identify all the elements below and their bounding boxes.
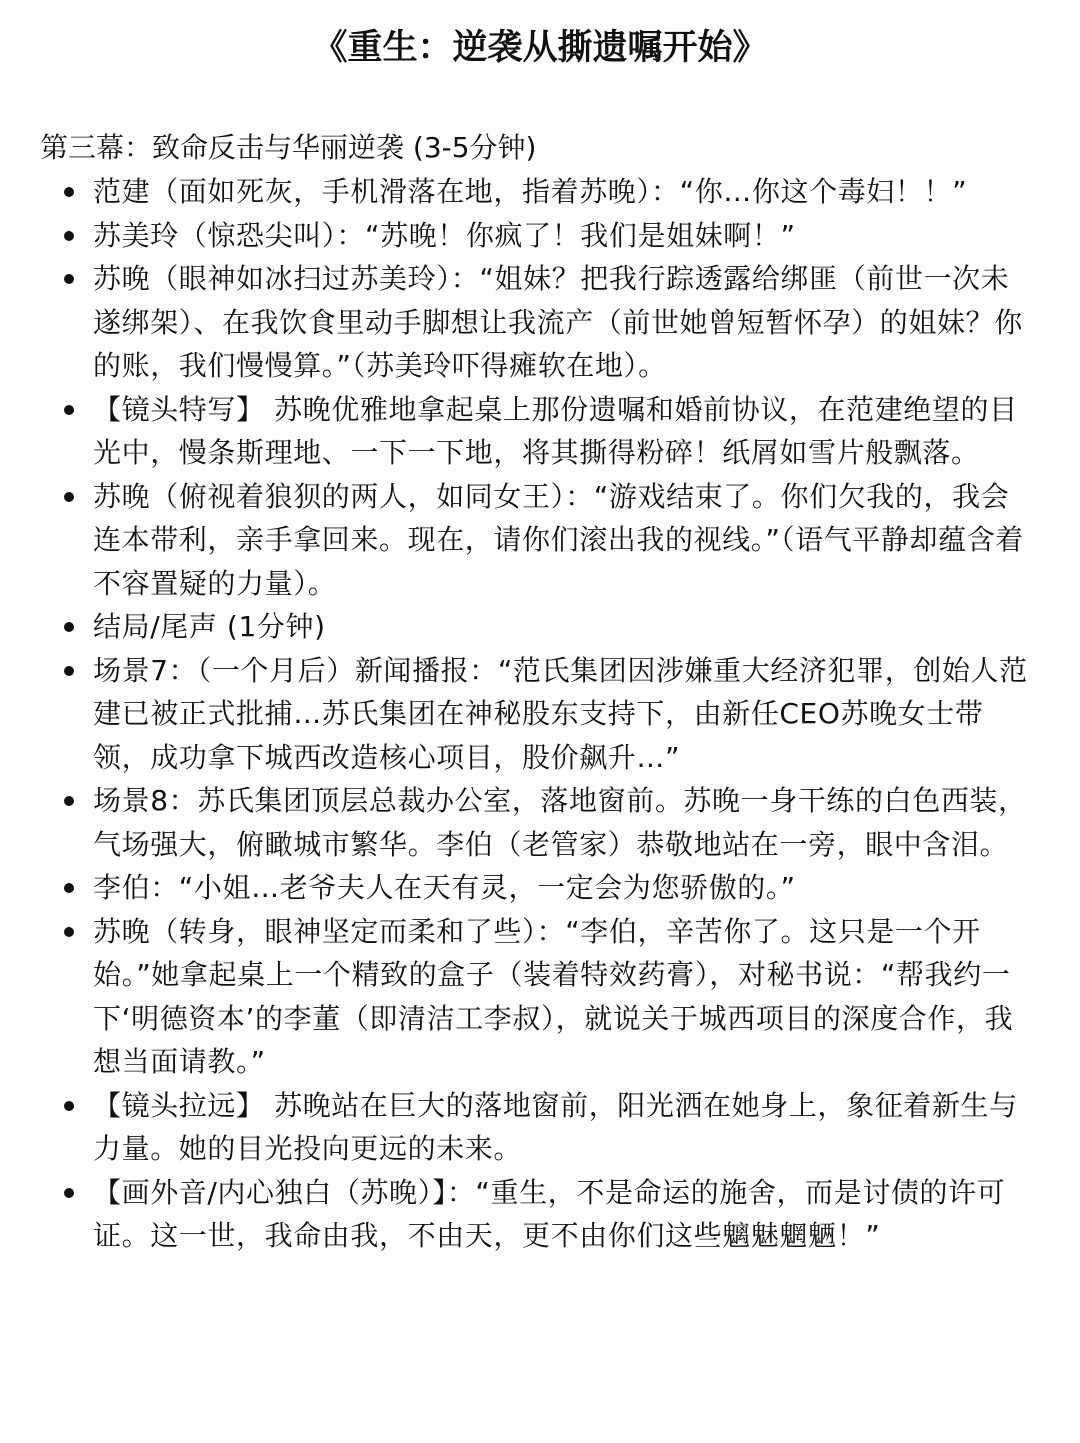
list-item-text: 范建（面如死灰，手机滑落在地，指着苏晚）：“你…你这个毒妇！！” <box>93 175 968 208</box>
list-item <box>0 257 1080 388</box>
list-item <box>0 649 1080 780</box>
list-item-text: 李伯：“小姐…老爷夫人在天有灵，一定会为您骄傲的。” <box>93 871 796 904</box>
bullet-icon <box>64 1188 74 1198</box>
bullet-icon <box>64 666 74 676</box>
bullet-icon <box>64 622 74 632</box>
list-item <box>0 475 1080 606</box>
list-item <box>0 910 1080 1084</box>
list-item <box>0 1084 1080 1171</box>
bullet-icon <box>64 927 74 937</box>
list-item <box>0 214 1080 258</box>
section-heading: 第三幕：致命反击与华丽逆袭 (3-5分钟) <box>40 131 537 164</box>
list-item-text: 场景7：（一个月后）新闻播报：“范氏集团因涉嫌重大经济犯罪，创始人范建已被正式批捕…苏氏集团在神秘股东支持下，由新任CEO苏晚女士带领，成功拿下城西改造核心项目，股价飙升…” <box>93 653 1028 774</box>
list-item <box>0 1171 1080 1258</box>
list-item-text: 【镜头拉远】 苏晚站在巨大的落地窗前，阳光洒在她身上，象征着新生与力量。她的目光投向更远的未来。 <box>93 1088 1018 1165</box>
list-item-text: 苏晚（俯视着狼狈的两人，如同女王）：“游戏结束了。你们欠我的，我会连本带利，亲手拿回来。现在，请你们滚出我的视线。”（语气平静却蕴含着不容置疑的力量）。 <box>93 479 1024 600</box>
bullet-icon <box>64 883 74 893</box>
bullet-icon <box>64 274 74 284</box>
list-item-text: 场景8：苏氏集团顶层总裁办公室，落地窗前。苏晚一身干练的白色西装，气场强大，俯瞰城市繁华。李伯（老管家）恭敬地站在一旁，眼中含泪。 <box>93 784 1027 861</box>
bullet-icon <box>64 796 74 806</box>
list-item-text: 【画外音/内心独白（苏晚）】：“重生，不是命运的施舍，而是讨债的许可证。这一世，我命由我，不由天，更不由你们这些魑魅魍魉！” <box>93 1175 1006 1252</box>
bullet-icon <box>64 492 74 502</box>
list-item-text: 苏晚（转身，眼神坚定而柔和了些）：“李伯，辛苦你了。这只是一个开始。”她拿起桌上一个精致的盒子（装着特效药膏），对秘书说：“帮我约一下‘明德资本’的李董（即清洁工李叔），就说关于城西项目的深度合作，我想当面请教。” <box>93 914 1014 1078</box>
script-list <box>0 170 1080 1258</box>
list-item <box>0 866 1080 910</box>
list-item-text: 【镜头特写】 苏晚优雅地拿起桌上那份遗嘱和婚前协议，在范建绝望的目光中，慢条斯理地、一下一下地，将其撕得粉碎！纸屑如雪片般飘落。 <box>93 392 1018 469</box>
document-title: 《重生：逆袭从撕遗嘱开始》 <box>312 28 768 68</box>
list-item <box>0 779 1080 866</box>
list-item <box>0 605 1080 649</box>
list-item-text: 结局/尾声 (1分钟) <box>93 610 326 643</box>
list-item-text: 苏美玲（惊恐尖叫）：“苏晚！你疯了！我们是姐妹啊！” <box>93 218 796 252</box>
bullet-icon <box>64 405 74 415</box>
list-item-text: 苏晚（眼神如冰扫过苏美玲）：“姐妹？把我行踪透露给绑匪（前世一次未遂绑架）、在我饮食里动手脚想让我流产（前世她曾短暂怀孕）的姐妹？你的账，我们慢慢算。”（苏美玲吓得瘫软在地）。 <box>93 262 1023 382</box>
bullet-icon <box>64 1101 74 1111</box>
bullet-icon <box>64 187 74 197</box>
bullet-icon <box>64 231 74 241</box>
list-item <box>0 170 1080 214</box>
list-item <box>0 388 1080 475</box>
